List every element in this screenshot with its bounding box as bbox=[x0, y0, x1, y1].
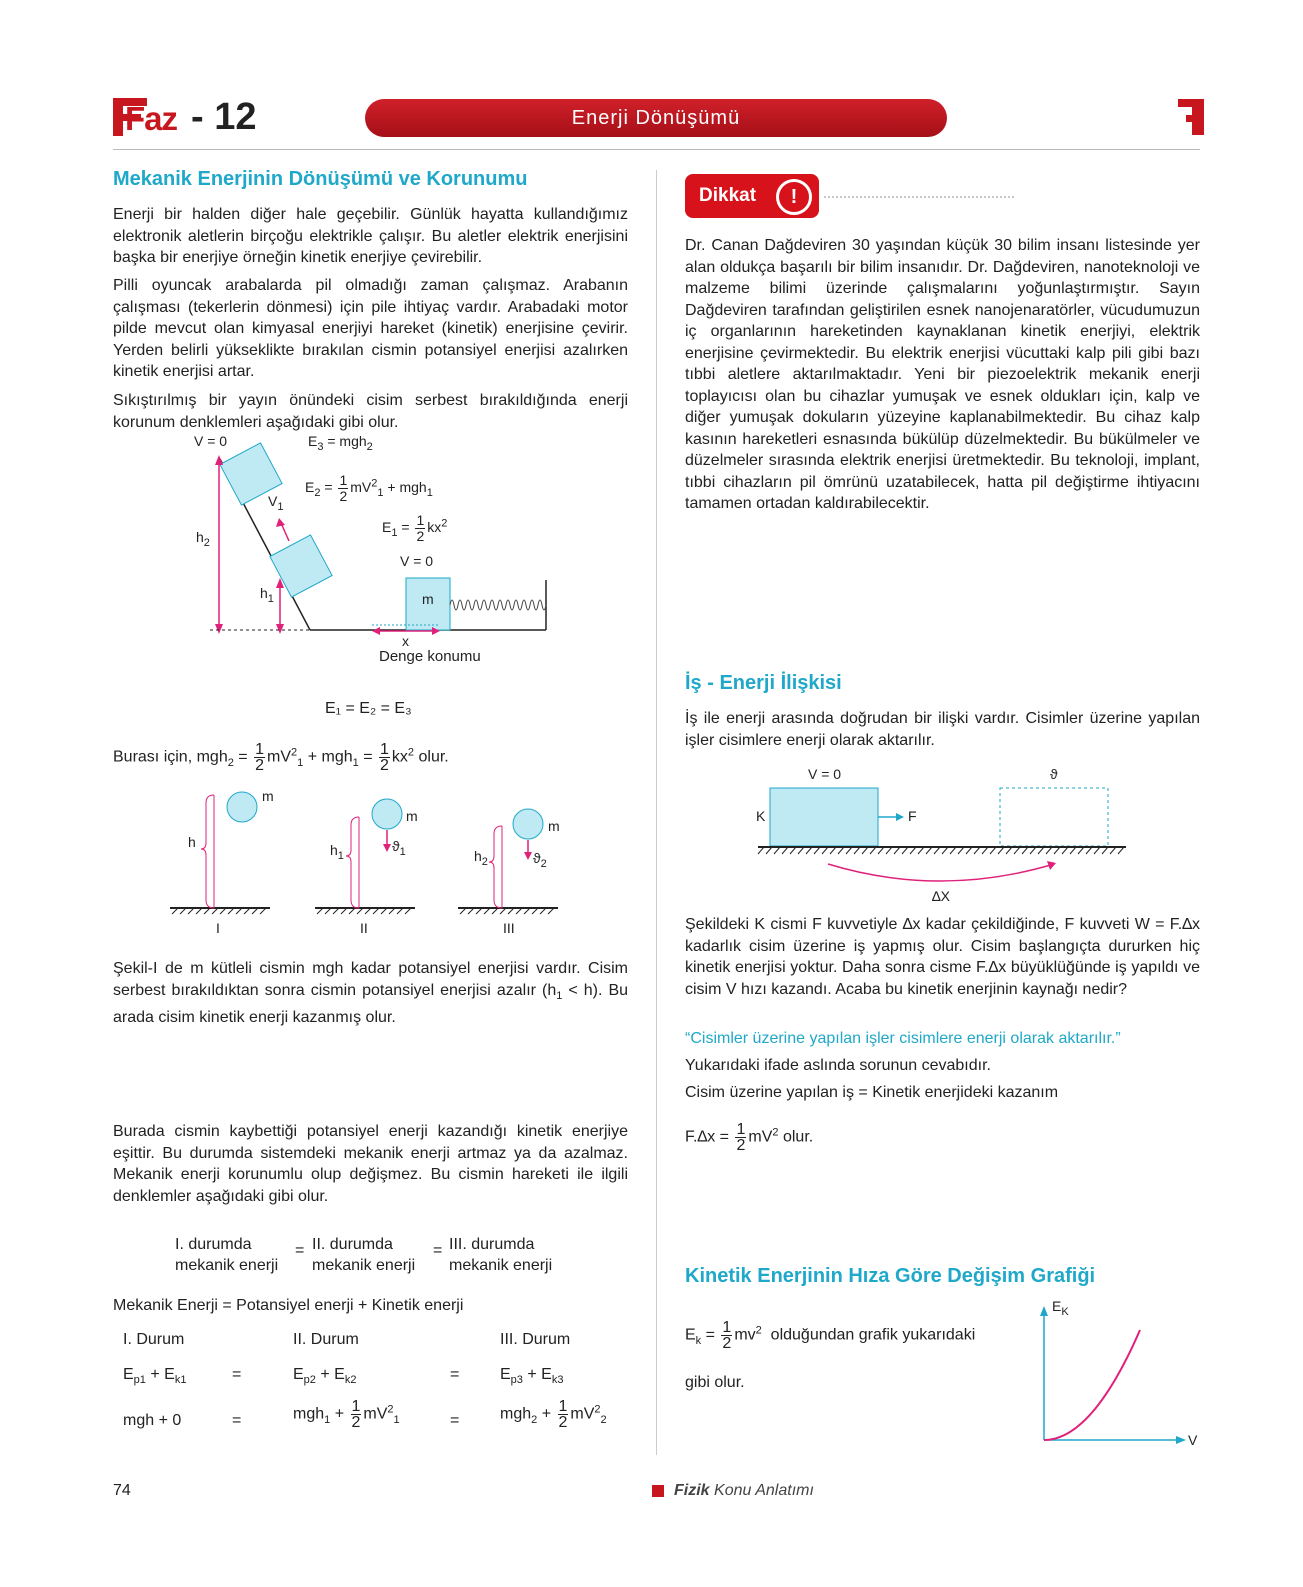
row1-c1: $E_{p1} + E_{k1}$ bbox=[123, 1366, 187, 1387]
left-paragraph-4: Şekil-I de m kütleli cismin mgh kadar potansiyel enerjisi vardır. Cisim serbest bırakıldıktan sonra cismin potansiyel enerjisi azalır $(h_1 < h)$. Bu arada cisim kinetik enerji kazanmış olur. bbox=[113, 960, 629, 1027]
ball1-h: h bbox=[188, 834, 196, 850]
ek-equation: $E_k$ = $\frac{1}{2}$ $mv^2$ olduğundan grafik yukarıdaki bbox=[685, 1319, 976, 1352]
fig-label-2: II bbox=[360, 920, 368, 936]
exclamation-icon: ! bbox=[776, 179, 812, 215]
graph-ylabel: $E_K$ bbox=[1052, 1298, 1069, 1318]
row1-eq1: = bbox=[232, 1366, 242, 1383]
dx-label: ∆X bbox=[932, 888, 950, 904]
falling-ball-drawing bbox=[170, 790, 590, 920]
right-paragraph-3: Şekildeki K cismi F kuvvetiyle ∆x kadar çekildiğinde, F kuvveti W = F.∆x kadarlık cisim üzerine iş yapmış olur. Cisim başlangıçta dururken hiç kinetik enerjisi yoktur. Daha sonra cisme F.∆x büyüklüğünde iş yapıldı ve cisim V hızı kazandı. Acaba bu kinetik enerjinin kaynağı nedir? bbox=[685, 916, 1200, 998]
dikkat-badge bbox=[685, 174, 819, 218]
work-equation: F.∆x = $\frac{1}{2}$ $mV^2$ olur. bbox=[685, 1121, 814, 1154]
v1-label: $V_1$ bbox=[268, 493, 284, 513]
row2-c1: mgh + 0 bbox=[123, 1412, 182, 1429]
v0-label: V = 0 bbox=[808, 766, 842, 782]
left-paragraph-3: Sıkıştırılmış bir yayın önündeki cisim serbest bırakıldığında enerji korunum denklemleri aşağıdaki gibi olur. bbox=[113, 392, 628, 431]
dikkat-dotted-line bbox=[824, 196, 1014, 198]
heading-is-enerji: İş - Enerji İlişkisi bbox=[685, 672, 842, 694]
logo-text: Faz bbox=[125, 100, 178, 137]
k-label: K bbox=[756, 808, 766, 824]
fig-label-3: III bbox=[503, 920, 515, 936]
ek-v-graph-svg bbox=[1030, 1302, 1200, 1450]
theta-label: ϑ bbox=[1050, 766, 1058, 782]
right-paragraph-4: Yukarıdaki ifade aslında sorunun cevabıdır. bbox=[685, 1057, 991, 1074]
row2-eq2: = bbox=[450, 1412, 460, 1429]
heading-kinetik-grafik: Kinetik Enerjinin Hıza Göre Değişim Grafiği bbox=[685, 1265, 1096, 1287]
v0-block-label: V = 0 bbox=[400, 553, 434, 569]
col-head-2: II. Durum bbox=[293, 1331, 359, 1348]
col-head-3: III. Durum bbox=[500, 1331, 571, 1348]
row1-c2: $E_{p2} + E_{k2}$ bbox=[293, 1366, 357, 1387]
mech-energy-eq: Mekanik Enerji = Potansiyel enerji + Kinetik enerji bbox=[113, 1297, 464, 1314]
column-divider bbox=[656, 170, 657, 1455]
quote: “Cisimler üzerine yapılan işler cisimlere enerji olarak aktarılır.” bbox=[685, 1030, 1121, 1047]
left-paragraph-5: Burada cismin kaybettiği potansiyel enerji kazandığı kinetik enerjiye eşittir. Bu durumda sistemdeki mekanik enerji artmaz ya da azalmaz. Mekanik enerji korunumlu olup değişmez. Bu cismin hareketi ile ilgili denklemler aşağıdaki gibi olur. bbox=[113, 1123, 628, 1205]
h2-label: $h_2$ bbox=[196, 529, 210, 549]
work-energy-drawing bbox=[750, 768, 1140, 888]
col-head-1: I. Durum bbox=[123, 1331, 185, 1348]
ball3-v2: $ϑ_2$ bbox=[533, 850, 547, 870]
ek-v-graph bbox=[1030, 1298, 1200, 1450]
ball3-mass: m bbox=[548, 818, 560, 834]
heading-mekanik: Mekanik Enerjinin Dönüşümü ve Korunumu bbox=[113, 168, 528, 190]
dikkat-label: Dikkat bbox=[699, 185, 757, 206]
denge-caption: Denge konumu bbox=[379, 648, 481, 665]
book-title: Fizik Konu Anlatımı bbox=[652, 1482, 814, 1500]
right-paragraph-5: Cisim üzerine yapılan iş = Kinetik enerjideki kazanım bbox=[685, 1084, 1059, 1101]
mass-label: m bbox=[422, 591, 434, 607]
logo bbox=[113, 96, 258, 140]
corner-logo-icon bbox=[1178, 99, 1204, 139]
ball2-h1: $h_1$ bbox=[330, 842, 344, 862]
e2-label: $E_2$ = $\frac{1}{2}$ $mV^2_1 + mgh_1$ bbox=[305, 472, 433, 504]
unit-number: - 12 bbox=[191, 96, 257, 138]
h1-label: $h_1$ bbox=[260, 585, 274, 605]
figure-work-energy bbox=[750, 768, 1140, 903]
y-axis-arrow-icon bbox=[1040, 1306, 1048, 1316]
ek-curve bbox=[1044, 1330, 1140, 1440]
fig-label-1: I bbox=[216, 920, 220, 936]
ball1-mass: m bbox=[262, 788, 274, 804]
row1-eq2: = bbox=[450, 1366, 460, 1383]
left-paragraph-1: Enerji bir halden diğer hale geçebilir. Günlük hayatta kullandığımız elektronik aletlerin birçoğu elektrikle çalışır. Bu aletler elektrik enerjisini başka bir enerjiye örneğin kinetik enerjiye çevirebilir. bbox=[113, 206, 628, 266]
ball2-mass: m bbox=[406, 808, 418, 824]
ball3-h2: $h_2$ bbox=[474, 848, 488, 868]
displacement-arrow bbox=[190, 621, 560, 641]
f-label: F bbox=[908, 808, 917, 824]
ball2-v1: $ϑ_1$ bbox=[392, 838, 406, 858]
page-number: 74 bbox=[113, 1482, 131, 1499]
incline-spring-drawing bbox=[190, 437, 560, 637]
x-label: x bbox=[402, 633, 409, 649]
left-paragraph-2: Pilli oyuncak arabalarda pil olmadığı zaman çalışmaz. Arabanın çalışması (tekerlerin dönmesi) için pile ihtiyaç vardır. Arabadaki motor pilde mevcut olan kimyasal enerjiyi hareket (kinetik) enerjisine çevirir. Yerden belirli yükseklikte bırakılan cismin potansiyel enerjisi azalırken kinetik enerjisi artar. bbox=[113, 277, 628, 380]
figure-incline-spring bbox=[190, 433, 560, 677]
row2-c3: mgh$_2$ + $\frac{1}{2}$ $mV^2_2$ bbox=[500, 1398, 607, 1431]
e1-label: $E_1$ = $\frac{1}{2}$ $kx^2$ bbox=[382, 512, 448, 544]
header-divider bbox=[113, 149, 1200, 150]
graph-xlabel: V bbox=[1188, 1432, 1198, 1448]
e3-label: $E_3 = mgh_2$ bbox=[308, 433, 373, 453]
footer-square-icon bbox=[652, 1485, 664, 1497]
figure-falling-ball bbox=[170, 790, 590, 940]
x-axis-arrow-icon bbox=[1176, 1436, 1186, 1444]
ek-tail: gibi olur. bbox=[685, 1374, 745, 1391]
row2-eq1: = bbox=[232, 1412, 242, 1429]
energy-equality: E₁ = E₂ = E₃ bbox=[325, 700, 412, 717]
v0-top-label: V = 0 bbox=[194, 433, 228, 449]
right-paragraph-1: Dr. Canan Dağdeviren 30 yaşından küçük 30 bilim insanı listesinde yer alan oldukça başarılı bir bilim insanıdır. Dr. Dağdeviren, nanoteknoloji ve malzeme bilimi üzerinde çalışmalarını yoğunlaştırmıştır. Sayın Dağdeviren tarafından geliştirilen esnek nanojenaratörler, vücudumuzun iç organlarının hareketinden kaynaklanan kinetik enerjiyi, elektrik enerjisine çevirmektedir. Bu elektrik enerjisi vücuttaki kalp pili gibi bazı tıbbi aletlere aktarılmaktadır. Yeni bir piezoelektrik mekanik enerji toplayıcısı olan bu cihazlar yumuşak ve esnek oldukları için, kalp ve diğer yumuşak dokuların yüzeyine kaplanabilmektedir. Bu cihaz kalp kasının hareketleri esnasında bükülüp düzelmektedir. Bu bükülmeler ve düzelmeler sırasında elektrik enerjisi üretmektedir. Bu teknoloji, implant, tıbbi cihazların pil ömrünü uzatabilecek, hatta pil değiştirme ihtiyacını tamamen ortadan kaldırabilecektir. bbox=[685, 237, 1200, 512]
row1-c3: $E_{p3} + E_{k3}$ bbox=[500, 1366, 564, 1387]
row2-c2: mgh$_1$ + $\frac{1}{2}$ $mV^2_1$ bbox=[293, 1398, 400, 1431]
burasi-equation: Burası için, mgh$_2$ = $\frac{1}{2}$ $mV^2_1 + mgh_1$ = $\frac{1}{2}$ $kx^2$ olur. bbox=[113, 741, 449, 774]
chapter-title: Enerji Dönüşümü bbox=[365, 99, 947, 137]
right-paragraph-2: İş ile enerji arasında doğrudan bir ilişki vardır. Cisimler üzerine yapılan işler cisimlere enerji olarak aktarılır. bbox=[685, 710, 1200, 749]
